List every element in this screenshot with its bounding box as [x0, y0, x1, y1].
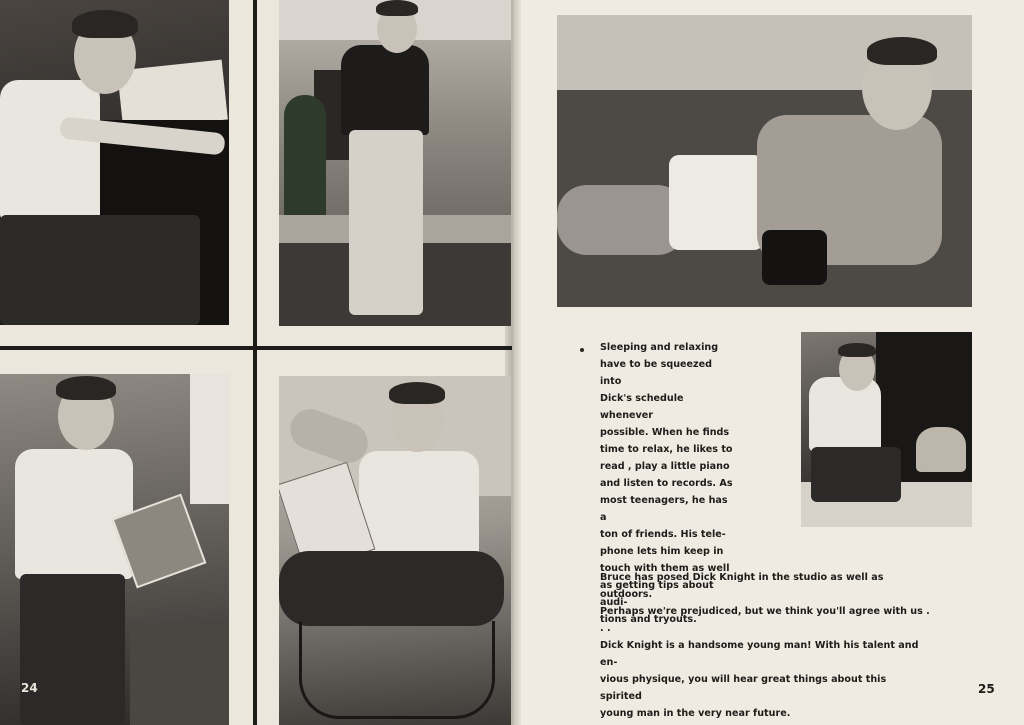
hair: [389, 382, 445, 404]
telephone: [762, 230, 827, 285]
photo-record-album: [0, 374, 229, 725]
photo-fireplace: [801, 332, 972, 527]
photo-couch-telephone: [557, 15, 972, 307]
photo-butterfly-chair: [279, 376, 511, 725]
bullet-mark: [580, 348, 584, 352]
jeans: [811, 447, 901, 502]
page-number-right: 25: [978, 682, 995, 696]
potted-plant: [284, 95, 326, 225]
page-number-left: 24: [21, 681, 38, 695]
jeans: [20, 574, 125, 725]
window-frame: [190, 374, 229, 504]
photo-porch: [279, 0, 511, 326]
legs: [557, 185, 687, 255]
light-trousers: [349, 130, 423, 315]
white-shirt: [809, 377, 881, 452]
white-shorts: [669, 155, 764, 250]
jeans: [0, 215, 200, 325]
white-shirt: [15, 449, 133, 579]
white-shirt: [0, 80, 100, 220]
hair: [72, 10, 138, 38]
photo-piano: [0, 0, 229, 325]
hair: [56, 376, 116, 400]
hair: [838, 343, 876, 357]
article-column-text: Sleeping and relaxing have to be squeezed into Dick's schedule whenever possible. When he finds time to relax, he likes to read , play a little piano and listen to records. As most teenagers, he has a ton of friends. His tele- phone lets him keep in touch with them as well as getting tips about audi- tions and tryouts.: [600, 342, 733, 625]
vertical-divider: [253, 0, 257, 725]
cabinet: [130, 624, 229, 725]
fire: [916, 427, 966, 472]
hair: [376, 0, 418, 16]
jeans: [279, 551, 504, 626]
chair-frame: [299, 621, 495, 719]
hair: [867, 37, 937, 65]
dark-shirt: [341, 45, 429, 135]
article-closing-text: Bruce has posed Dick Knight in the studio as well as outdoors. Perhaps we're prejudiced, but we think you'll agree with us . . . Dick Knight is a handsome young man! With his talent and en- vious physique, you will hear great things about this spirited young man in the very near future.: [600, 572, 930, 719]
